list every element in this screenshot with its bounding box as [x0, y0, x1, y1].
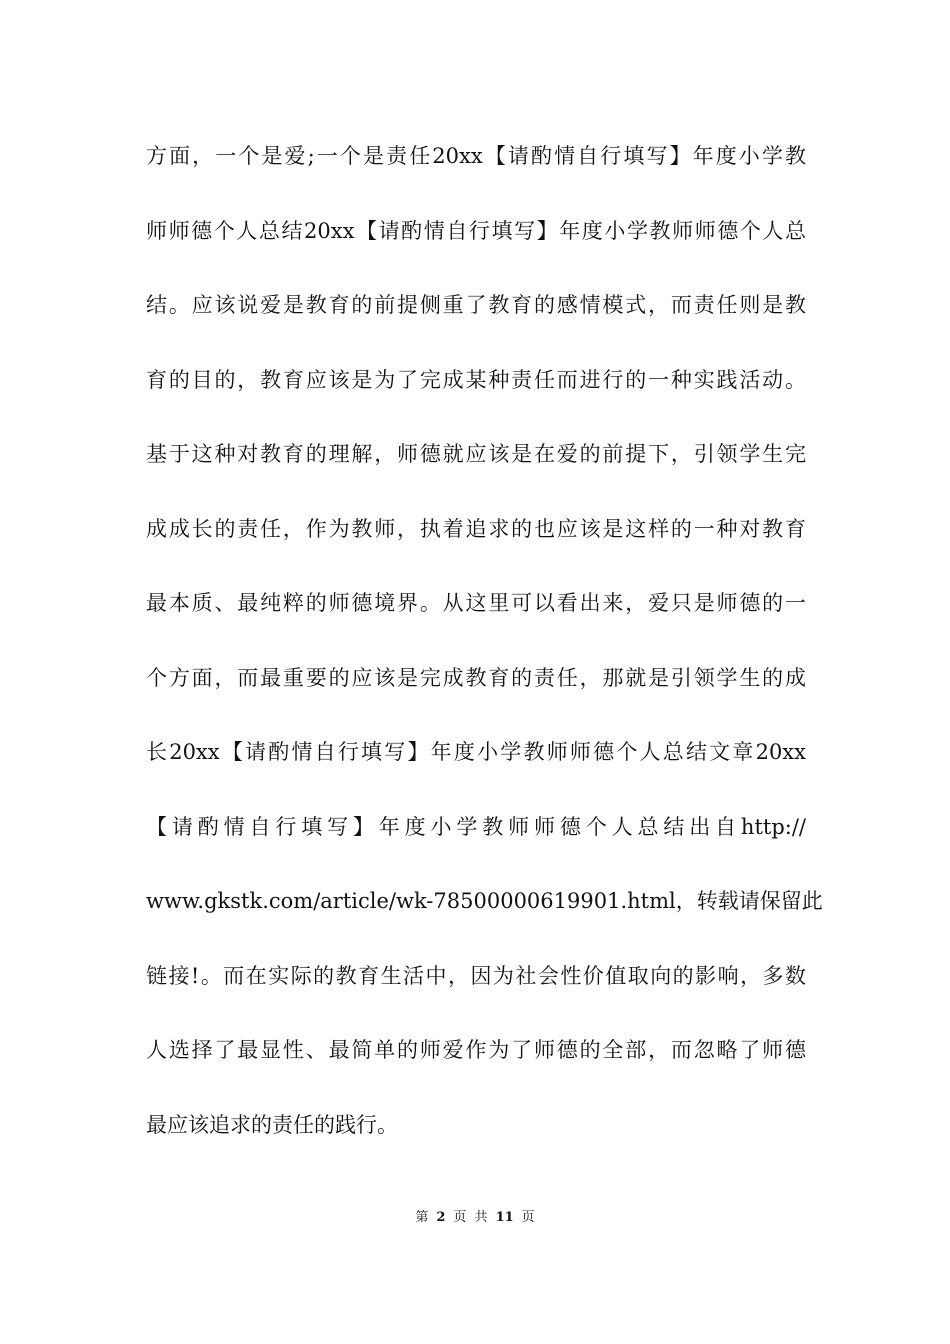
- text-line: 师师德个人总结20xx【请酌情自行填写】年度小学教师师德个人总: [146, 218, 806, 243]
- text-line: 成成长的责任，作为教师，执着追求的也应该是这样的一种对教育: [146, 516, 806, 541]
- text-line: 【请酌情自行填写】年度小学教师师德个人总结出自http://: [146, 814, 806, 839]
- text-line: 方面，一个是爱;一个是责任20xx【请酌情自行填写】年度小学教: [146, 144, 806, 168]
- text-line: 链接!。而在实际的教育生活中，因为社会性价值取向的影响，多数: [146, 963, 806, 988]
- current-page-number: 2: [436, 1210, 446, 1225]
- footer-suffix: 页: [521, 1210, 535, 1225]
- text-line: 个方面，而最重要的应该是完成教育的责任，那就是引领学生的成: [146, 665, 806, 690]
- page-number-footer: [0, 1210, 950, 1226]
- body-paragraph: [146, 134, 823, 1177]
- text-line: 结。应该说爱是教育的前提侧重了教育的感情模式，而责任则是教: [146, 293, 806, 317]
- text-line: 最本质、最纯粹的师德境界。从这里可以看出来，爱只是师德的一: [146, 591, 806, 615]
- text-line: 育的目的，教育应该是为了完成某种责任而进行的一种实践活动。: [146, 367, 806, 392]
- footer-prefix: 第: [415, 1210, 429, 1225]
- text-line: www.gkstk.com/article/wk-78500000619901.html，转载请保留此: [146, 889, 823, 913]
- text-line: 人选择了最显性、最简单的师爱作为了师德的全部，而忽略了师德: [146, 1038, 806, 1062]
- text-line: 基于这种对教育的理解，师德就应该是在爱的前提下，引领学生完: [146, 442, 806, 466]
- text-line: 长20xx【请酌情自行填写】年度小学教师师德个人总结文章20xx: [146, 740, 806, 764]
- text-line-last: 最应该追求的责任的践行。: [146, 1112, 398, 1137]
- total-page-count: 11: [495, 1210, 514, 1225]
- footer-page-word: 页: [453, 1210, 467, 1225]
- footer-total-word: 共: [474, 1210, 488, 1225]
